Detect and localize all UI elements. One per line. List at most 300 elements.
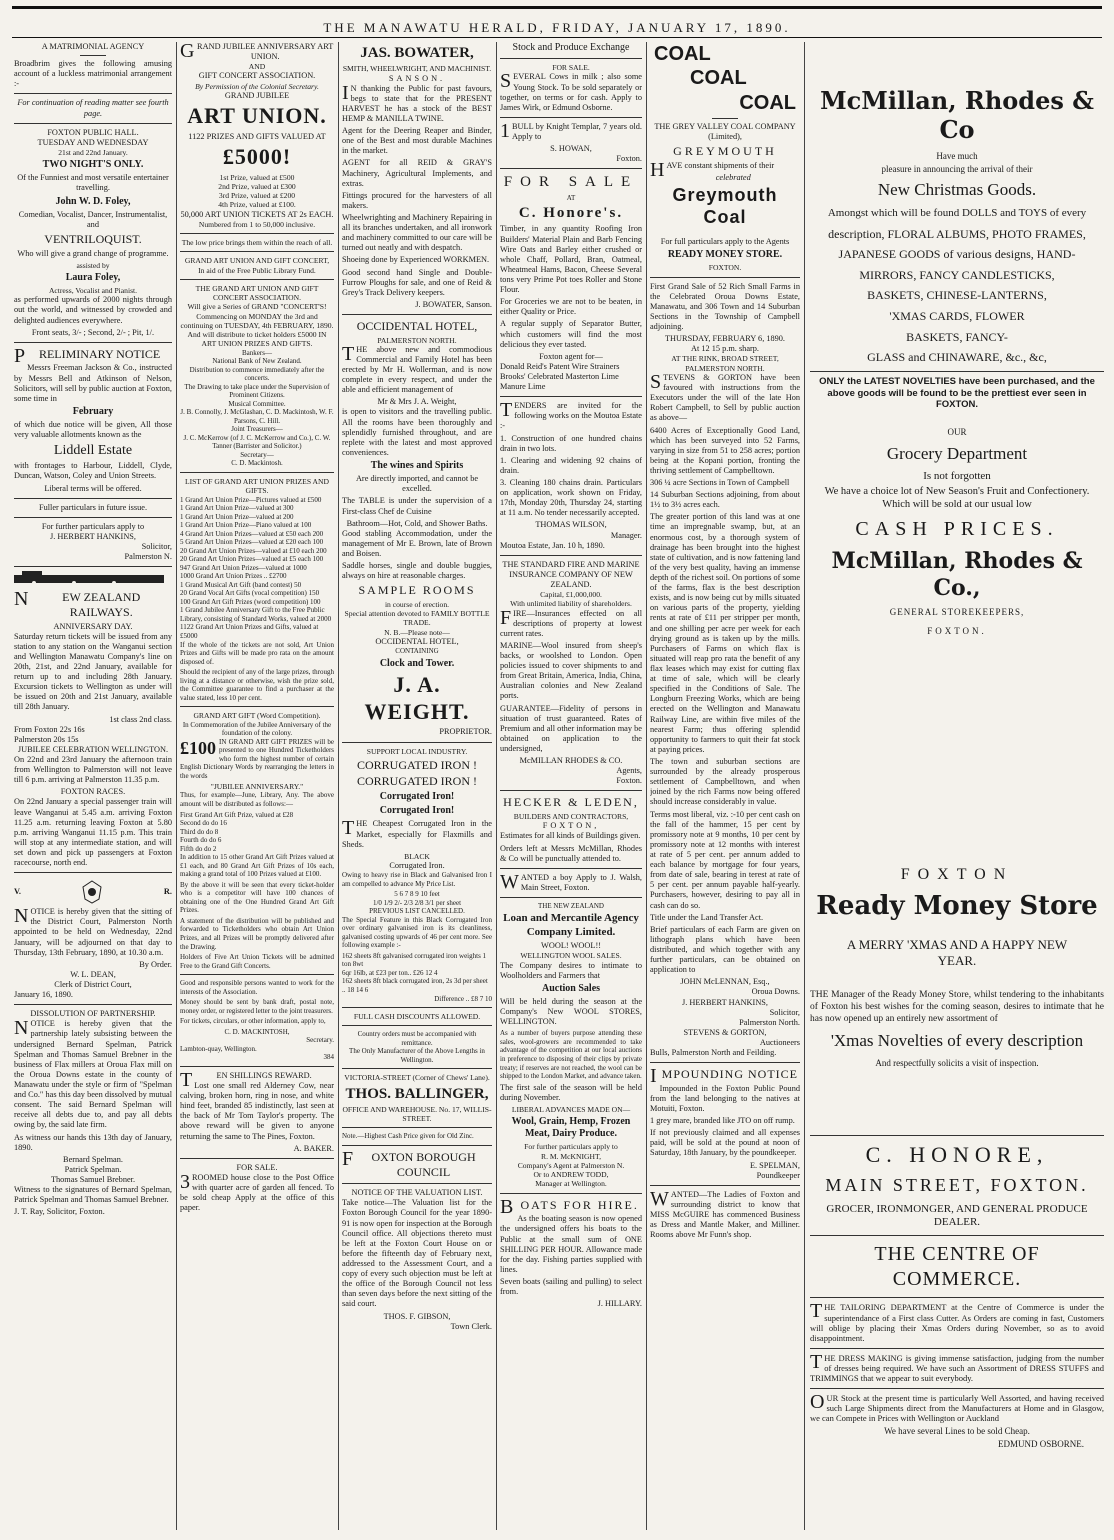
ad-text: Capital, £1,000,000. [540, 590, 602, 600]
ad-text: GRAND JUBILEE [224, 90, 290, 100]
column-4 [500, 42, 642, 1530]
column-2 [180, 42, 334, 1530]
ad-body: STEVENS & GORTON have been favoured with instructions from the Executors under the will of the late Hon Robert Campbell, to Sell by public auction as above— [650, 370, 800, 423]
ad-body: Seven boats (sailing and pulling) to select from. [500, 1276, 642, 1297]
ad-heading: Grocery Department [886, 443, 1028, 463]
ad-text: assisted by [76, 260, 110, 270]
ad-text: Oroua Downs. [751, 987, 800, 997]
ad-body: Holders of Five Art Union Tickets will be admitted Free to the Grand Gift Concerts. [180, 953, 334, 970]
ad-body: THE TAILORING DEPARTMENT at the Centre of Commerce is under the superintendance of a First class Cutter. As Orders are coming in fast, Customers will oblige by placing their Xmas Orders during November, so as to avoid disappointment. [810, 1300, 1104, 1344]
ad-text: J. C. McKerrow (of J. C. McKerrow and Co.), C. W. Tanner (Barrister and Solicitor.) [183, 433, 331, 451]
ad-text: Fuller particulars in future issue. [38, 502, 148, 512]
ad-text: 162 sheets 8ft black corrugated iron, 2s 3d per sheet .. 18 14 6 [342, 977, 488, 994]
ad-heading: Stock and Produce Exchange [512, 42, 630, 53]
ad-body: Brief particulars of each Farm are given on lithograph plans which have been distributed, and which together with any further particulars, can be obtained on application to [650, 924, 800, 975]
ad-heading: NEW ZEALAND RAILWAYS. [14, 588, 141, 619]
ad-text: Poundkeeper [756, 1170, 800, 1180]
train-icon [14, 571, 164, 585]
prize-item: 100 Grand Art Gift Prizes (word competition) 100 [180, 597, 321, 606]
columns [14, 42, 1104, 1530]
ad-title: THOS. BALLINGER, [345, 1085, 489, 1102]
coat-of-arms-icon [77, 879, 107, 905]
ad-body: THE above new and commodious Commercial and Family Hotel has been erected by Mr H. Wollerman, and is now complete in every respect, and under the able and efficient management of [342, 342, 492, 395]
ad-heading: HECKER & LEDEN, [503, 795, 639, 810]
ad-text: JAPANESE GOODS of various designs, HAND- [838, 247, 1076, 262]
ad-body: A regular supply of Separator Butter, which customers will find the most delicious they ever tasted. [500, 319, 642, 349]
ad-title: COAL [690, 67, 747, 90]
ad-text: And will distribute to ticket holders £5000 IN ART UNION PRIZES AND GIFTS. [187, 330, 327, 349]
ad-text: LIBERAL ADVANCES MADE ON— [511, 1104, 631, 1114]
ad-body: THE Manager of the Ready Money Store, whilst tendering to the inhabitants of Foxton his best wishes for the coming season, desires to intimate that he has now opened up an entirely new assortment of [810, 990, 1104, 1024]
ad-heading: CASH PRICES. [855, 518, 1059, 541]
ad-body: As witness our hands this 13th day of January, 1890. [14, 1132, 172, 1152]
ad-body: as performed upwards of 2000 nights through out the world, and witnessed by crowded and delighted audiences everywhere. [14, 295, 172, 325]
ad-body: Good stabling Accommodation, under the management of Mr E. Brown, late of Brown and Boisen. [342, 528, 492, 558]
ad-body: For tickets, circulars, or other information, apply to, [180, 1017, 326, 1026]
ad-text: Bankers— [242, 348, 272, 357]
ad-body: THE DRESS MAKING is giving immense satisfaction, judging from the number of dresses being required. We have such an Assortment of DRESS STUFFS and TRIMMINGS that we appear to suit everybody. [810, 1350, 1104, 1384]
ad-body: Shoeing done by Experienced WORKMEN. [342, 255, 490, 265]
ad-title: Ready Money Store [816, 890, 1098, 921]
ad-text: 1st class 2nd class. [109, 714, 172, 724]
ad-body: Orders left at Messrs McMillan, Rhodes & Co will be punctually attended to. [500, 843, 642, 863]
ad-text: J. BOWATER, Sanson. [415, 299, 492, 309]
ad-text: And respectfully solicits a visit of inspection. [875, 1057, 1039, 1068]
ad-text: We have several Lines to be sold Cheap. [884, 1425, 1030, 1436]
ad-text: BUILDERS AND CONTRACTORS, [513, 812, 629, 822]
ad-heading: SAMPLE ROOMS [358, 583, 476, 598]
ad-heading: GRAND JUBILEE ANNIVERSARY ART UNION. [180, 42, 334, 62]
ad-body: Wheelwrighting and Machinery Repairing in all its branches undertaken, and all ironwork and machinery committed to our care will be turned out neatly and with despatch. [342, 212, 492, 253]
ad-heading: A MERRY 'XMAS AND A HAPPY NEW YEAR. [846, 936, 1068, 968]
ad-body: THE Cheapest Corrugated Iron in the Market, especially for Flaxmills and Sheds. [342, 817, 492, 849]
ad-text: WELLINGTON WOOL SALES. [520, 951, 622, 961]
ad-body: A statement of the distribution will be published and forwarded to Ticketholders who obtain Art Union Prizes, and all Prizes will be promptly delivered after the Drawing. [180, 916, 334, 951]
ad-body: First Grand Sale of 52 Rich Small Farms in the Celebrated Oroua Downs Estate, Manawatu, and 306 Town and 14 Suburban Sections in the Township of Campbell adjoining. [650, 281, 800, 332]
ad-text: 1122 PRIZES AND GIFTS VALUED AT [188, 131, 326, 141]
ad-text: By Order. [139, 959, 172, 969]
ad-text: SUPPORT LOCAL INDUSTRY. [366, 746, 468, 756]
ad-heading: Corrugated Iron! [379, 805, 455, 817]
ad-text: Secretary. [306, 1036, 334, 1045]
ad-text: C. D. MACKINTOSH, [224, 1027, 290, 1036]
ad-body: NOTICE is hereby given that the partnership lately subsisting between the undersigned Bernard Spelman, Patrick Spelman and Thomas Samuel Brebner in the business of Flax millers at Oroua Flax mill on the Oroua Downs estate in the county of Manawatu under the style or firm of "Spelman and Co." has this day been dissolved by mutual consent. The said Bernard Spelman will receive all debts due to, and pay all debts owing by, the said late firm. [14, 1017, 172, 1130]
ad-text: PREVIOUS LIST CANCELLED. [369, 907, 465, 916]
ad-text: 50,000 ART UNION TICKETS AT 2s EACH. [180, 209, 334, 219]
ad-title: COAL [739, 91, 796, 114]
ad-text: ONLY the LATEST NOVELTIES have been purchased, and the above goods will be found to be the prettiest ever seen in FOXTON. [819, 375, 1095, 411]
ad-text: THOS. F. GIBSON, [383, 1311, 451, 1321]
ad-text: BASKETS, FANCY- [906, 329, 1008, 344]
royal-crest [14, 877, 172, 907]
ad-text: W. L. DEAN, [70, 969, 116, 979]
ad-title: Greymouth Coal [672, 185, 778, 228]
ad-text: J. HERBERT HANKINS, [681, 997, 768, 1007]
column-5 [650, 42, 800, 1530]
ad-text: Actress, Vocalist and Pianist. [48, 286, 138, 296]
ad-text: The Only Manufacturer of the Above Lengths in Wellington. [349, 1047, 485, 1064]
ad-heading: FOR SALE. [236, 1162, 278, 1172]
ad-text: Musical Committee. [228, 399, 286, 408]
ad-text: Palmerston N. [124, 552, 172, 562]
ad-body: 306 ¼ acre Sections in Town of Campbell [650, 478, 790, 488]
ad-heading: Wool, Grain, Hemp, Frozen Meat, Dairy Produce. [511, 1116, 631, 1140]
ad-text: Comedian, Vocalist, Dancer, Instrumentalist, and [18, 209, 168, 229]
ad-text: GENERAL STOREKEEPERS, [889, 607, 1025, 618]
ad-heading: NOTICE OF THE VALUATION LIST. [351, 1188, 483, 1198]
column-divider [804, 42, 805, 1530]
prize-item: 20 Grand Vocal Art Gifts (vocal competition) 150 [180, 589, 320, 598]
prize-item: 1 Grand Art Union Prize—Pictures valued at £500 [180, 495, 322, 504]
ad-body: Should the recipient of any of the large prizes, through living at a distance or otherwise, wish the prize sold, the Committee guarantee to find a purchaser at the value stated, less 10 per cent. [180, 668, 334, 702]
prize-item: 1 Grand Musical Art Gift (band contest) 50 [180, 580, 302, 589]
ad-heading: READY MONEY STORE. [667, 249, 783, 261]
prize-item: 947 Grand Art Union Prizes—valued at 1000 [180, 563, 307, 572]
ad-text: S. HOWAN, [550, 144, 592, 154]
prize-item: 1 Grand Jubilee Anniversary Gift to the Free Public Library, consisting of Standard Works, valued at 2000 [180, 606, 332, 623]
prize-item: 5 Grand Art Union Prizes—valued at £20 each 100 [180, 538, 324, 547]
ad-text: Special attention devoted to FAMILY BOTTLE TRADE. [344, 609, 490, 628]
prize-item: Second do do 16 [180, 819, 227, 828]
ad-heading: THE CENTRE OF COMMERCE. [874, 1243, 1040, 1290]
ad-body: The greater portion of this land was at one time an impregnable swamp, but, at an enormous cost, by a thorough system of drainage has been brought into the highest state of cultivation, and is now fattening land of the very best quality, having an immense depth of the richest soil. On portions of some of the farms, flax is the best description exists, and is now being cut by mills situated on various parts of the property, yielding rents at rate of £11 per stripper per month, and one shilling per acre per week for each drying ground as is taken up by the mills. Purchasers of Farms on which flax is situated will reap pro rata the benefit of any flax leases which may exist for cutting flax at time of sale, which will be clearly specified in the Conditions of Sale. The Longburn Freezing Works, which are being erected on the Wellington and Manawatu Railway Line, are within five miles of the nearest Farm; thus offering splendid opportunity to farmers to quit their fat stock at paying prices. [650, 512, 800, 754]
ad-heading: FOXTON [900, 866, 1014, 884]
ad-heading: THE STANDARD FIRE AND MARINE INSURANCE COMPANY OF NEW ZEALAND. [502, 559, 640, 589]
ad-text: VICTORIA-STREET (Corner of Chews' Lane). [344, 1073, 490, 1083]
ad-text: FOR SALE. [552, 63, 590, 73]
ad-text: Liberal terms will be offered. [44, 483, 142, 493]
ad-body: GUARANTEE—Fidelity of persons in situation of trust guaranteed. Rates of Premium and all other information may be obtained on application to the undersigned, [500, 703, 642, 753]
ad-text: February [72, 405, 114, 417]
ad-text: The Drawing to take place under the Supervision of Prominent Citizens. [184, 382, 330, 400]
column-divider [176, 42, 177, 1530]
ad-body: For Groceries we are not to be beaten, in either Quality or Price. [500, 297, 642, 317]
ad-text: Solicitor, [141, 542, 172, 551]
ad-heading: Auction Sales [541, 982, 601, 994]
ad-text: JOHN McLENNAN, Esq., [680, 977, 770, 987]
ad-body: MARINE—Wool insured from sheep's backs, or woolshed to London. Open policies issued to cover shipments to and from Great Britain, America, India, China, Australian colonies and New Zealand ports. [500, 640, 642, 701]
ad-heading: The wines and Spirits [370, 460, 464, 472]
ad-title: J. A. WEIGHT. [364, 671, 470, 724]
ad-text: FOXTON. [927, 626, 987, 637]
ad-heading: Liddell Estate [53, 443, 133, 459]
ad-heading: VENTRILOQUIST. [44, 231, 142, 246]
ad-text: Palmerston North. [739, 1017, 800, 1027]
ad-text: FOXTON, [542, 821, 600, 831]
ad-text: SMITH, WHEELWRIGHT, AND MACHINIST. [342, 64, 492, 74]
ad-body: Take notice—The Valuation list for the Foxton Borough Council for the year 1890-91 is now open for inspection at the Borough Council office. All objections thereto must be left at the Foxton Court House on or before the fifteenth day of February next, addressed to the Assessment Court, and a copy of every such objection must be left at the office of the Borough Council not less than seven days before the next sitting of the said court. [342, 1198, 492, 1309]
ad-text: Foxton. [616, 154, 642, 164]
ad-heading: CORRUGATED IRON ! [357, 774, 477, 789]
performer-name: John W. D. Foley, [55, 195, 131, 207]
column-divider [646, 42, 647, 1530]
ad-body: The Company desires to intimate to Woolholders and Farmers that [500, 960, 642, 980]
ad-text: Country orders must be accompanied with remittance. [357, 1030, 477, 1047]
ad-text: BLACK [404, 851, 430, 861]
column-3 [342, 42, 492, 1530]
prize-item: 4 Grand Art Union Prizes—valued at £50 each 200 [180, 529, 324, 538]
ad-text: FOXTON. [708, 263, 742, 273]
ad-body: 1. Clearing and widening 92 chains of drain. [500, 455, 642, 475]
ad-text: Moutoa Estate, Jan. 10 h, 1890. [500, 540, 605, 550]
ad-body: Fittings procured for the harvesters of all makers. [342, 190, 492, 210]
ad-text: N. B.—Please note— [384, 627, 450, 637]
ad-heading: FOXTON PUBLIC HALL. [47, 127, 139, 137]
ad-heading: PRELIMINARY NOTICE [14, 344, 161, 367]
ad-text: 5 6 7 8 9 10 feet [394, 890, 440, 899]
ad-text: The low price brings them within the reach of all. [181, 238, 333, 248]
ad-text: J. B. Connolly, J. McGlashan, C. D. Mackintosh, W. F. Parsons, C. Hill. [180, 408, 334, 425]
ad-text: Corrugated Iron. [389, 860, 445, 870]
ad-text: Manager at Wellington. [535, 1179, 607, 1189]
ad-note: For continuation of reading matter see fourth page. [17, 98, 169, 118]
ad-body: IN thanking the Public for past favours, begs to state that for the PRESENT HARVEST he has a stock of the BEST HEMP & MANILLA TWINE. [342, 81, 492, 123]
masthead [0, 0, 1114, 40]
ad-text: GIFT CONCERT ASSOCIATION. [198, 71, 316, 81]
ad-text: Auctioneers [759, 1037, 800, 1047]
ad-text: Or to ANDREW TODD, [533, 1170, 609, 1180]
ad-text: FULL CASH DISCOUNTS ALLOWED. [353, 1012, 481, 1022]
prize-item: 1 Grand Art Union Prize—Piano valued at 100 [180, 521, 312, 530]
prize-item: 1 Grand Art Union Prize—valued at 300 [180, 504, 294, 513]
ad-body: Title under the Land Transfer Act. [650, 912, 764, 922]
ad-text: 6qr 16lb, at £23 per ton.. £26 12 4 [342, 968, 438, 977]
masthead-rule [12, 37, 1102, 38]
ad-body: The TABLE is under the supervision of a First-class Chef de Cuisine [342, 496, 492, 516]
ad-text: Company's Agent at Palmerston N. [517, 1160, 625, 1170]
ad-heading: New Christmas Goods. [877, 180, 1037, 200]
ad-text: National Bank of New Zealand. [212, 357, 302, 366]
ad-text: Front seats, 3/- ; Second, 2/- ; Pit, 1/. [31, 327, 155, 337]
column-1 [14, 42, 172, 1530]
ad-text: Manure Lime [500, 382, 546, 392]
ad-body: Agent for the Deering Reaper and Binder, one of the Best and most durable Machines in the market. [342, 126, 492, 156]
ad-body: Thus, for example—June, Library, Any. The above amount will be distributed as follows:— [180, 791, 334, 808]
ad-text: Solicitor, [769, 1007, 800, 1017]
ad-text: J. T. Ray, Solicitor, Foxton. [14, 1207, 105, 1217]
ad-text: in course of erection. [384, 599, 450, 609]
ad-heading: BOATS FOR HIRE. [500, 1195, 639, 1218]
prize-item: 20 Grand Art Union Prizes—valued at £5 each 100 [180, 555, 324, 564]
ad-heading: JUBILEE CELEBRATION WELLINGTON. [17, 744, 169, 754]
ad-text: Joint Treasurers— [231, 425, 283, 434]
ad-body: Note.—Highest Cash Price given for Old Zinc. [342, 1132, 474, 1141]
ad-body: of which due notice will be given, All those very valuable allotments known as the [14, 420, 172, 440]
ad-text: Numbered from 1 to 50,000 inclusive. [198, 219, 316, 229]
ad-body: 3ROOMED house close to the Post Office with quarter acre of garden all fenced. To be sold cheap Apply at the office of this paper. [180, 1170, 334, 1213]
ad-heading: FOXTON BOROUGH COUNCIL [342, 1148, 476, 1179]
ad-text: Manager. [610, 530, 642, 540]
ad-heading: Clock and Tower. [379, 657, 455, 669]
ad-body: 6400 Acres of Exceptionally Good Land, which has been surveyed into 52 Farms, varying in size from 51 to 258 acres; portion being at the Kopani portion, fronting the thriving settlement of Campbelltown. [650, 425, 800, 475]
ad-text: For further particulars apply to [41, 521, 145, 531]
ad-heading: TEN SHILLINGS REWARD. [180, 1068, 312, 1091]
ad-title: £5000! [222, 143, 292, 169]
ad-body: AGENT for all REID & GRAY'S Machinery, Agricultural Implements, and extras. [342, 158, 492, 188]
ad-text: OUR [947, 426, 967, 437]
ad-text: R. M. McKNIGHT, [541, 1151, 601, 1161]
ad-title: C. Honore's. [518, 205, 624, 222]
performer-name: Laura Foley, [65, 271, 121, 283]
ad-text: description, FLORAL ALBUMS, PHOTO FRAMES, [828, 226, 1086, 241]
ad-body: The first sale of the season will be held during November. [500, 1082, 642, 1102]
ad-text: ANNIVERSARY DAY. [53, 621, 133, 631]
ad-text: J. HERBERT HANKINS, [49, 531, 136, 541]
ad-text: Town Clerk. [450, 1321, 492, 1331]
ad-body: TENDERS are invited for the following works on the Moutoa Estate :- [500, 399, 642, 431]
ad-title: £100 [180, 737, 216, 758]
prize-item: Fifth do do 2 [180, 844, 217, 853]
ad-body: Good and responsible persons wanted to work for the interests of the Association. [180, 979, 334, 996]
ad-heading: OCCIDENTAL HOTEL, [356, 318, 478, 333]
ad-text: Of the Funniest and most versatile entertainer travelling. [17, 173, 169, 193]
ad-body: In addition to 15 other Grand Art Gift Prizes valued at £1 each, and 80 Grand Art Gift Prizes of 10s each, making a grand total of 100 Prizes valued at £100. [180, 853, 334, 879]
prize-item: 2nd Prize, valued at £300 [218, 181, 296, 191]
ad-body: Timber, in any quantity Roofing Iron Builders' Material Plain and Barb Fencing Wire Oats and Barley either crushed or whole Chaff, Pollard, Bran, Oatmeal, Wheatmeal Hams, Bacon, Cheese Several tons very Prime Pot toes Roller and Stone Flour. [500, 224, 642, 295]
ad-text: McMILLAN RHODES & CO. [519, 756, 623, 766]
ad-title: McMillan, Rhodes & Co., [831, 547, 1083, 601]
ad-text: Clerk of District Court, [54, 979, 132, 989]
ad-text: PROPRIETOR. [439, 727, 492, 737]
ad-body: If the whole of the tickets are not sold, Art Union Prizes and Gifts will be made pro rata on the amount disposed of. [180, 640, 334, 666]
ad-text: GRAND ART UNION AND GIFT CONCERT, [184, 256, 330, 266]
masthead-rule [12, 6, 1102, 9]
ad-text: E. SPELMAN, [749, 1160, 800, 1170]
ad-text: C. D. Mackintosh. [231, 459, 283, 468]
ad-heading: FOR SALE [503, 174, 639, 191]
ad-body: OUR Stock at the present time is particularly Well Assorted, and having received such Large Shipments direct from the Manufacturers at Home and in Glasgow, we can Compete in Prices with Wellington or Auckland [810, 1390, 1104, 1424]
crest-letter: V. [14, 887, 21, 897]
ad-text: WOOL! WOOL!! [541, 941, 601, 951]
ad-text: By Permission of the Colonial Secretary. [195, 81, 319, 91]
ad-title: McMillan, Rhodes & Co [820, 86, 1094, 145]
ad-body: Estimates for all kinds of Buildings given. [500, 831, 641, 841]
ad-text: From Foxton 22s 16s [14, 724, 85, 734]
ad-heading: GREYMOUTH [673, 144, 777, 159]
ad-body: WANTED a boy Apply to J. Walsh, Main Street, Foxton. [500, 870, 642, 893]
ad-body: IN GRAND ART GIFT PRIZES will be presented to one Hundred Ticketholders who form the highest number of certain English Dictionary Words by rearranging the letters in the words [180, 737, 334, 780]
ad-text: GROCER, IRONMONGER, AND GENERAL PRODUCE DEALER. [826, 1202, 1088, 1228]
ad-text: Distribution to commence immediately after the concerts. [189, 365, 325, 383]
ad-text: 1/0 1/9 2/- 2/3 2/8 3/1 per sheet [372, 898, 462, 907]
ad-text: Secretary— [240, 450, 274, 459]
ad-text: 'XMAS CARDS, FLOWER [889, 309, 1025, 324]
ad-body: 1 grey mare, branded like JTO on off rump. [650, 1116, 795, 1126]
ad-text: 384 [323, 1053, 334, 1062]
ad-heading: A MATRIMONIAL AGENCY [41, 42, 145, 51]
ad-text: celebrated [715, 173, 751, 183]
ad-text: Difference .. £8 7 10 [434, 994, 492, 1003]
ad-heading: DISSOLUTION OF PARTNERSHIP. [30, 1009, 156, 1019]
ad-text: Bathroom—Hot, Cold, and Shower Baths. [346, 518, 488, 528]
ad-text: For further particulars apply to [524, 1142, 618, 1152]
ad-heading: Loan and Mercantile Agency Company Limited. [503, 912, 639, 938]
prize-item: 4th Prize, valued at £100. [218, 200, 296, 210]
column-divider [496, 42, 497, 1530]
crest-letter: R. [163, 887, 172, 897]
ad-heading: Corrugated Iron! [379, 791, 455, 803]
ad-text: THOMAS WILSON, [535, 520, 607, 530]
ad-text: BASKETS, CHINESE-LANTERNS, [867, 288, 1047, 303]
ad-text: Is not forgotten [923, 470, 991, 483]
ad-heading: 'Xmas Novelties of every description [830, 1031, 1084, 1051]
ad-text: Foxton. [616, 776, 642, 786]
ad-text: Lambton-quay, Wellington. [180, 1044, 257, 1053]
prize-item: 1st Prize, valued at £500 [219, 172, 295, 182]
ad-body: As the boating season is now opened the undersigned offers his boats to the Public at the small sum of ONE SHILLING PER HOUR. Allowance made for the day. Fishing parties supplied with lines. [500, 1214, 642, 1274]
ad-text: LIST OF GRAND ART UNION PRIZES AND GIFTS. [185, 477, 329, 496]
ad-body: with frontages to Harbour, Liddell, Clyde, Duncan, Watson, Coley and Union Streets. [14, 461, 172, 481]
ad-title: COAL [654, 43, 711, 65]
ad-body: HAVE constant shipments of their [650, 159, 775, 182]
ad-body: FIRE—Insurances effected on all descriptions of property at lowest current rates. [500, 606, 642, 638]
ad-text: STEVENS & GORTON, [683, 1027, 767, 1037]
ad-text: In aid of the Free Public Library Fund. [198, 265, 316, 275]
ad-body: Messrs Freeman Jackson & Co., instructed by Messrs Bell and Atkinson of Nelson, Solicitors, will sell by public auction at Foxton, some time in [14, 363, 172, 403]
ad-heading: MAIN STREET, FOXTON. [825, 1174, 1089, 1195]
ad-body: As a number of buyers purpose attending these sales, wool-growers are recommended to take advantage of the competition at our local auctions in preference to disposing of their clips by private treaty; if reserves are not reached, the wool can be shipped to the London Market, and advance taken. [500, 1029, 642, 1081]
ad-text: THE GRAND ART UNION AND GIFT CONCERT ASSOCIATION. [195, 283, 319, 303]
ad-heading: TWO NIGHT'S ONLY. [42, 159, 144, 171]
ad-body: On 22nd January a special passenger train will leave Wanganui at 5.45 a.m. arriving Foxton 11.25 a.m. returning leaving Foxton at 5.80 p.m. arriving Wanganui 11.15 p.m. This train will stop at any intermediate station, and will set down and pick up passengers at Foxton racecourse, north end. [14, 797, 172, 868]
ad-heading: IMPOUNDING NOTICE [650, 1065, 798, 1088]
prize-item: 1 Grand Art Union Prize—valued at 200 [180, 512, 294, 521]
ad-text: Bernard Spelman. [63, 1154, 123, 1164]
prize-item: 20 Grand Art Union Prizes—valued at £10 each 200 [180, 546, 327, 555]
masthead-title: THE MANAWATU HERALD, FRIDAY, JANUARY 17, 1890. [323, 20, 791, 35]
ad-body: If not previously claimed and all expenses paid, will be sold at the pound at noon of Saturday, 18th January, by the poundkeeper. [650, 1128, 800, 1158]
ad-body: Will be held during the season at the Company's New WOOL STORES, WELLINGTON. [500, 997, 642, 1027]
ad-text: TUESDAY AND WEDNESDAY [37, 137, 149, 147]
prize-total: 1000 Grand Art Union Prizes .. £2700 [180, 572, 287, 581]
ad-text: CONTAINING [395, 647, 439, 656]
ad-text: THE GREY VALLEY COAL COMPANY (Limited), [654, 122, 796, 142]
ad-text: pleasure in announcing the arrival of their [881, 163, 1033, 174]
ad-text: Bulls, Palmerston North and Feilding. [650, 1048, 777, 1058]
ad-body: NOTICE is hereby given that the sitting of the District Court, Palmerston North appointed to be held on Wednesday, 22nd January, will be adjourned on that day to Thursday, 13th February, 1890, at 10.30 a.m. [14, 905, 172, 957]
ad-body: Terms most liberal, viz. :-10 per cent cash on the fall of the hammer, 15 per cent by promissory note at 9 months, 10 per cent by promissory note at 12 months with interest at rate of 5 per cent. per annum added to each balance by mortgage for four years, from date of sale, bearing in terest at rate of 5 per cent. per annum payable half-yearly. Purchasers, however, desiring to pay all in cash can do so. [650, 809, 800, 910]
ad-body: 14 Suburban Sections adjoining, from about 1½ to 3½ acres each. [650, 490, 800, 510]
prize-item: Third do do 8 [180, 827, 219, 836]
ad-text: Palmerston 20s 15s [14, 734, 79, 744]
ad-body: Witness to the signatures of Bernard Spelman, Patrick Spelman and Thomas Samuel Brebner. [14, 1185, 172, 1205]
ad-text: Who will give a grand change of programme. [17, 248, 169, 258]
ad-body: On 22nd and 23rd January the afternoon train from Wellington to Palmerston will not leave till 6 p.m. arriving at Palmerston 11.35 p.m. [14, 755, 172, 785]
ad-text: AT [566, 193, 576, 202]
ad-text: AT THE RINK, BROAD STREET, PALMERSTON NORTH. [671, 354, 779, 373]
ad-text: SANSON. [388, 73, 446, 83]
ad-text: Agents, [616, 766, 642, 776]
ad-body: SEVERAL Cows in milk ; also some Young Stock. To be sold separately or together, on terms or for cash. Apply to James Wirk, or Edmund Osborne. [500, 70, 642, 112]
ad-text: EDMUND OSBORNE. [997, 1438, 1084, 1449]
ad-text: OCCIDENTAL HOTEL, [375, 636, 459, 646]
ad-text: THE NEW ZEALAND [538, 901, 604, 910]
ad-text: OFFICE AND WAREHOUSE. No. 17, WILLIS-STREET. [342, 1104, 492, 1124]
ad-text: GLASS and CHINAWARE, &c., &c, [867, 350, 1047, 365]
ad-text: MIRRORS, FANCY CANDLESTICKS, [859, 267, 1055, 282]
ad-body: Impounded in the Foxton Public Pound from the land belonging to the natives at Motuiti, Foxton. [650, 1083, 800, 1114]
ad-body: 1. Construction of one hundred chains drain in two lots. [500, 433, 642, 453]
ad-title: ART UNION. [187, 102, 327, 128]
ad-text: Thomas Samuel Brebner. [50, 1174, 136, 1184]
ad-body: The Special Feature in this Black Corrugated Iron over ordinary galvanised iron is its cleanliness, galvanised costing upwards of 46 per cent more. See following example :- [342, 915, 492, 950]
column-divider [338, 42, 339, 1530]
ad-body: WANTED—The Ladies of Foxton and surrounding district to know that MISS McGUIRE has commenced Business as Dress and Mantle Maker, and Milliner. Rooms above Mr Funn's shop. [650, 1187, 800, 1240]
ad-text: Foxton agent for— [539, 351, 603, 361]
ad-body: Saturday return tickets will be issued from any station to any station on the Wanganui section and Wellington Manawatu Company's line on 20th, 21st, and 22nd January, available for return up to and including 28th January. Excursion tickets to Wellington as under will be issued on 20th and 21st January, available till 28th January. [14, 631, 172, 712]
ad-body: is open to visitors and the travelling public. All the rooms have been thoroughly and splendidly furnished throughout, and are replete with the latest and most approved conveniences. [342, 407, 492, 457]
ad-body: Saddle horses, single and double buggies, always on hire at reasonable charges. [342, 561, 492, 581]
